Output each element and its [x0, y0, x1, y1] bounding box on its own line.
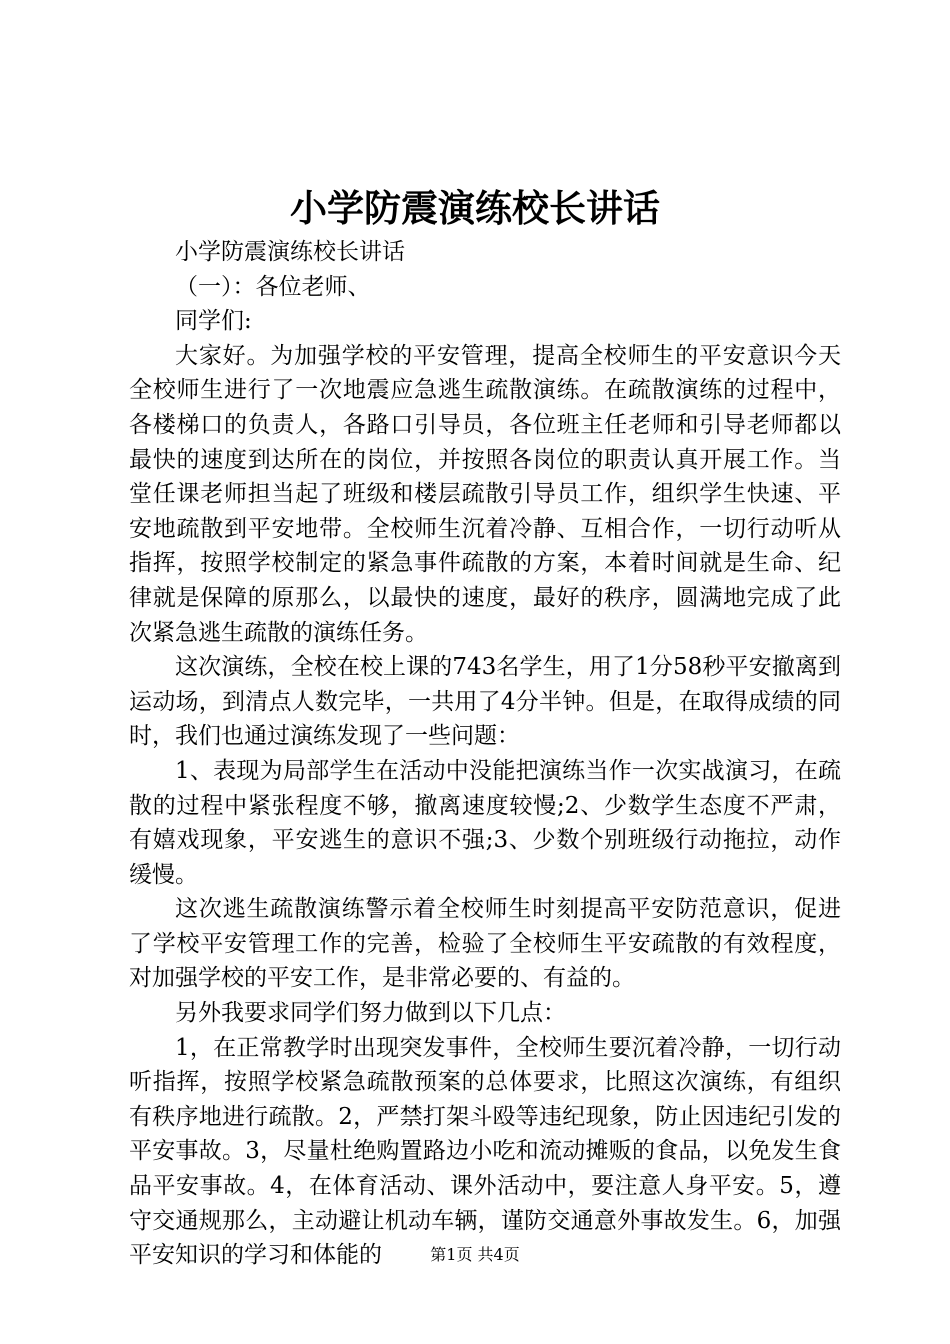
page-footer: 第1页 共4页 [430, 1245, 520, 1264]
body-paragraph: 这次演练，全校在校上课的743名学生，用了1分58秒平安撤离到运动场，到清点人数完毕，一共用了4分半钟。但是，在取得成绩的同时，我们也通过演练发现了一些问题： [129, 654, 841, 750]
body-paragraph: 1、表现为局部学生在活动中没能把演练当作一次实战演习，在疏散的过程中紧张程度不够，撤离速度较慢;2、少数学生态度不严肃，有嬉戏现象，平安逃生的意识不强;3、少数个别班级行动拖拉，动作缓慢。 [129, 757, 841, 888]
document-body [129, 235, 841, 1273]
subtitle-paragraph: 小学防震演练校长讲话 [175, 239, 405, 265]
greeting-line: 同学们: [175, 308, 252, 335]
body-paragraph: 大家好。为加强学校的平安管理，提高全校师生的平安意识今天全校师生进行了一次地震应急逃生疏散演练。在疏散演练的过程中，各楼梯口的负责人，各路口引导员，各位班主任老师和引导老师都以最快的速度到达所在的岗位，并按照各岗位的职责认真开展工作。当堂任课老师担当起了班级和楼层疏散引导员工作，组织学生快速、平安地疏散到平安地带。全校师生沉着冷静、互相合作，一切行动听从指挥，按照学校制定的紧急事件疏散的方案，本着时间就是生命、纪律就是保障的原那么，以最快的速度，最好的秩序，圆满地完成了此次紧急逃生疏散的演练任务。 [129, 342, 841, 646]
body-paragraph: 这次逃生疏散演练警示着全校师生时刻提高平安防范意识，促进了学校平安管理工作的完善，检验了全校师生平安疏散的有效程度，对加强学校的平安工作，是非常必要的、有益的。 [129, 896, 841, 992]
greeting-line: （一）：各位老师、 [175, 273, 371, 300]
body-paragraph: 1，在正常教学时出现突发事件，全校师生要沉着冷静，一切行动听指挥，按照学校紧急疏散预案的总体要求，比照这次演练，有组织有秩序地进行疏散。2，严禁打架斗殴等违纪现象，防止因违纪引发的平安事故。3，尽量杜绝购置路边小吃和流动摊贩的食品，以免发生食品平安事故。4，在体育活动、课外活动中，要注意人身平安。5，遵守交通规那么，主动避让机动车辆，谨防交通意外事故发生。6，加强平安知识的学习和体能的 [129, 1034, 841, 1269]
body-paragraph: 另外我要求同学们努力做到以下几点： [175, 1000, 566, 1027]
document-title: 小学防震演练校长讲话 [290, 186, 660, 230]
